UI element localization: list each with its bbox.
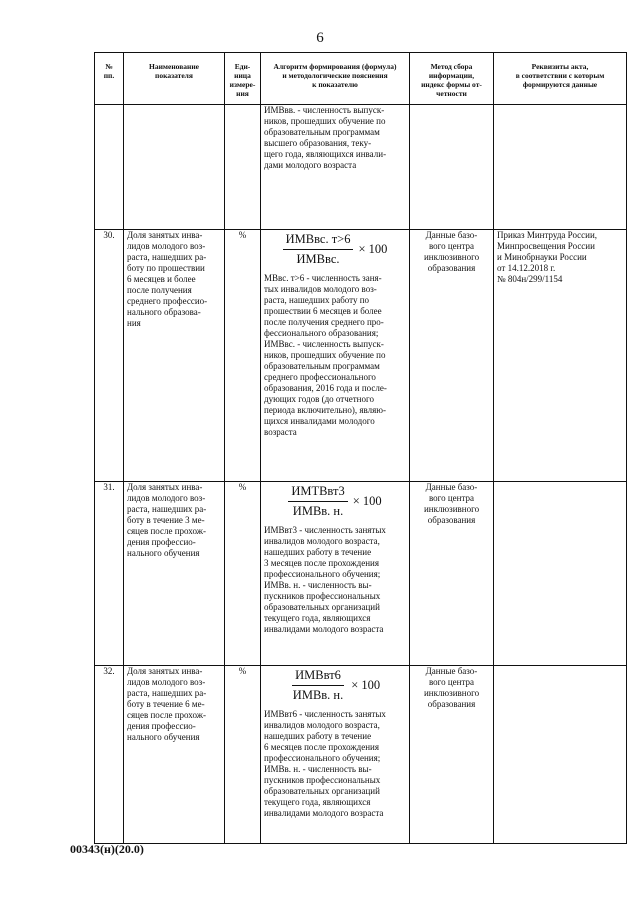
formula-multiplier: × 100: [351, 678, 381, 692]
fraction: [283, 232, 354, 267]
header-method: Метод сбора информации, индекс формы от- четности: [410, 53, 494, 105]
cell-algorithm: [261, 666, 410, 844]
formula-denominator: ИМВв. н.: [292, 504, 344, 518]
cell-algorithm: [261, 230, 410, 482]
formula-numerator: ИМТВвт3: [288, 484, 347, 502]
header-requisites: Реквизиты акта, в соответствии с которым формируются данные: [494, 53, 627, 105]
cell-requisites: Приказ Минтруда России, Минпросвещения России и Минобрнауки России от 14.12.2018 г. № 804н/299/1154: [494, 230, 627, 482]
fraction: [290, 668, 346, 703]
cell-empty: [410, 105, 494, 230]
document-code: 00343(н)(20.0): [70, 842, 144, 856]
cell-empty: [95, 105, 124, 230]
header-unit: Еди- ница измере- ния: [225, 53, 261, 105]
formula-explanation: МВвс. т>6 - численность заня- тых инвалидов молодого воз- раста, нашедших работу по прошествии 6 месяцев и более после получения среднего про- фессионального образования; ИМВвс. - численность выпуск- ников, прошедших обучение по образовательным программам среднего профессионального образования, 2016 года и после- дующих годов (до отчетного периода включительно), являю- щихся инвалидами молодого возраста: [264, 273, 387, 437]
formula-numerator: ИМВвт6: [292, 668, 344, 686]
header-name: Наименование показателя: [124, 53, 225, 105]
cell-empty: [124, 105, 225, 230]
formula-multiplier: × 100: [352, 494, 382, 508]
cell-algorithm: [261, 482, 410, 666]
cell-name: Доля занятых инва- лидов молодого воз- раста, нашедших ра- боту в течение 6 ме- сяцев после прохож- дения профессио- нального обучения: [124, 666, 225, 844]
header-algorithm: Алгоритм формирования (формула) и методологические пояснения к показателю: [261, 53, 410, 105]
cell-num: 32.: [95, 666, 124, 844]
cell-num: 30.: [95, 230, 124, 482]
header-num: № пп.: [95, 53, 124, 105]
formula: [264, 232, 406, 267]
formula-explanation: ИМВвт6 - численность занятых инвалидов молодого возраста, нашедших работу в течение 6 месяцев после прохождения профессионального обучения; ИМВв. н. - численность вы- пускников профессиональных образовательных организаций текущего года, являющихся инвалидами молодого возраста: [264, 709, 386, 818]
table-header-row: [95, 53, 627, 105]
cell-method: Данные базо- вого центра инклюзивного образования: [410, 666, 494, 844]
cell-requisites: [494, 482, 627, 666]
cell-method: Данные базо- вого центра инклюзивного образования: [410, 482, 494, 666]
indicators-table: [94, 52, 627, 844]
formula-denominator: ИМВв. н.: [292, 688, 344, 702]
table-row: [95, 666, 627, 844]
cell-name: Доля занятых инва- лидов молодого воз- раста, нашедших ра- боту в течение 3 ме- сяцев после прохож- дения профессио- нального обучения: [124, 482, 225, 666]
table-row: [95, 482, 627, 666]
cell-unit: %: [225, 666, 261, 844]
cell-method: Данные базо- вого центра инклюзивного образования: [410, 230, 494, 482]
formula-explanation: ИМВвт3 - численность занятых инвалидов молодого возраста, нашедших работу в течение 3 месяцев после прохождения профессионального обучения; ИМВв. н. - численность вы- пускников профессиональных образовательных организаций текущего года, являющихся инвалидами молодого возраста: [264, 525, 386, 634]
cell-unit: %: [225, 482, 261, 666]
formula-multiplier: × 100: [358, 242, 388, 256]
cell-empty: [225, 105, 261, 230]
formula-numerator: ИМВвс. т>6: [283, 232, 354, 250]
cell-unit: %: [225, 230, 261, 482]
page-number: 6: [316, 30, 324, 46]
table-row-continuation: [95, 105, 627, 230]
table-row: [95, 230, 627, 482]
cell-name: Доля занятых инва- лидов молодого воз- раста, нашедших ра- боту по прошествии 6 месяцев и более после получения среднего профессио- нального образова- ния: [124, 230, 225, 482]
formula-denominator: ИМВвс.: [296, 252, 340, 266]
formula: [264, 484, 406, 519]
cell-num: 31.: [95, 482, 124, 666]
formula: [264, 668, 406, 703]
cell-empty: [494, 105, 627, 230]
fraction: [288, 484, 347, 519]
cell-algorithm: ИМВвв. - численность выпуск- ников, прошедших обучение по образовательным программам высшего образования, теку- щего года, являющихся инвали- дами молодого возраста: [261, 105, 410, 230]
cell-requisites: [494, 666, 627, 844]
